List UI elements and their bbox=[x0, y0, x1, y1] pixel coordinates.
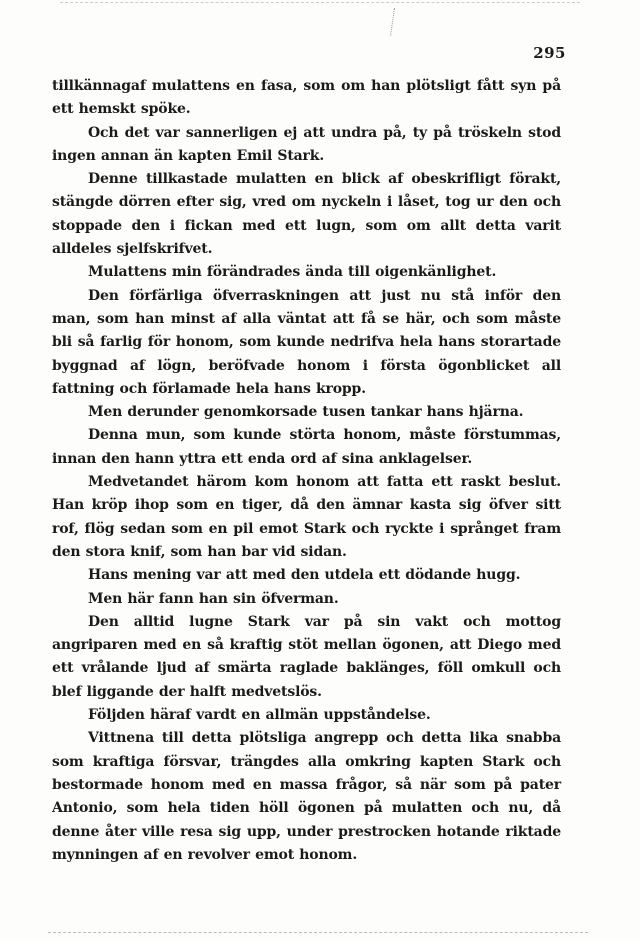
paragraph-4: Mulattens min förändrades ända till oigenkänlighet. bbox=[88, 264, 497, 281]
paragraph-7: Denna mun, som kunde störta honom, måste förstummas, innan den hann yttra ett enda ord af sina anklagelser. bbox=[52, 427, 561, 467]
paragraph-5: Den förfärliga öfverraskningen att just nu stå inför den man, som han minst af alla väntat att få se här, och som måste bli så farlig för honom, som kunde nedrifva hela hans storartade byggnad af lögn, beröfvade honom i första ögonblicket all fattning och förlamade hela hans kropp. bbox=[52, 287, 561, 397]
bottom-edge-rule bbox=[48, 932, 588, 933]
paragraph-3: Denne tillkastade mulatten en blick af obeskrifligt förakt, stängde dörren efter sig, vred om nyckeln i låset, tog ur den och stoppade den i fickan med ett lugn, som om allt detta varit alldeles sjelfskrifvet. bbox=[52, 171, 561, 258]
paragraph-13: Vittnena till detta plötsliga angrepp och detta lika snabba som kraftiga försvar, trängdes alla omkring kapten Stark och bestormade honom med en massa frågor, så när som på pater Antonio, som hela tiden höll ögonen på mulatten och nu, då denne åter ville resa sig upp, under prestrocken hotande riktade mynningen af en revolver emot honom. bbox=[52, 730, 561, 863]
scan-mark bbox=[390, 8, 397, 36]
body-text bbox=[52, 75, 561, 867]
paragraph-1: tillkännagaf mulattens en fasa, som om han plötsligt fått syn på ett hemskt spöke. bbox=[52, 78, 561, 118]
top-edge-rule bbox=[60, 2, 580, 3]
paragraph-12: Följden häraf vardt en allmän uppståndelse. bbox=[88, 707, 431, 724]
paragraph-6: Men derunder genomkorsade tusen tankar hans hjärna. bbox=[88, 404, 524, 421]
page-number: 295 bbox=[533, 44, 566, 62]
paragraph-9: Hans mening var att med den utdela ett dödande hugg. bbox=[88, 567, 521, 584]
paragraph-8: Medvetandet härom kom honom att fatta ett raskt beslut. Han kröp ihop som en tiger, då den ämnar kasta sig öfver sitt rof, flög sedan som en pil emot Stark och ryckte i språnget fram den stora knif, som han bar vid sidan. bbox=[52, 474, 561, 560]
paragraph-11: Den alltid lugne Stark var på sin vakt och mottog angriparen med en så kraftig stöt mellan ögonen, att Diego med ett vrålande ljud af smärta raglade baklänges, föll omkull och blef liggande der halft medvetslös. bbox=[52, 613, 561, 700]
paragraph-2: Och det var sannerligen ej att undra på, ty på tröskeln stod ingen annan än kapten Emil Stark. bbox=[52, 124, 561, 164]
paragraph-10: Men här fann han sin öfverman. bbox=[88, 590, 339, 607]
